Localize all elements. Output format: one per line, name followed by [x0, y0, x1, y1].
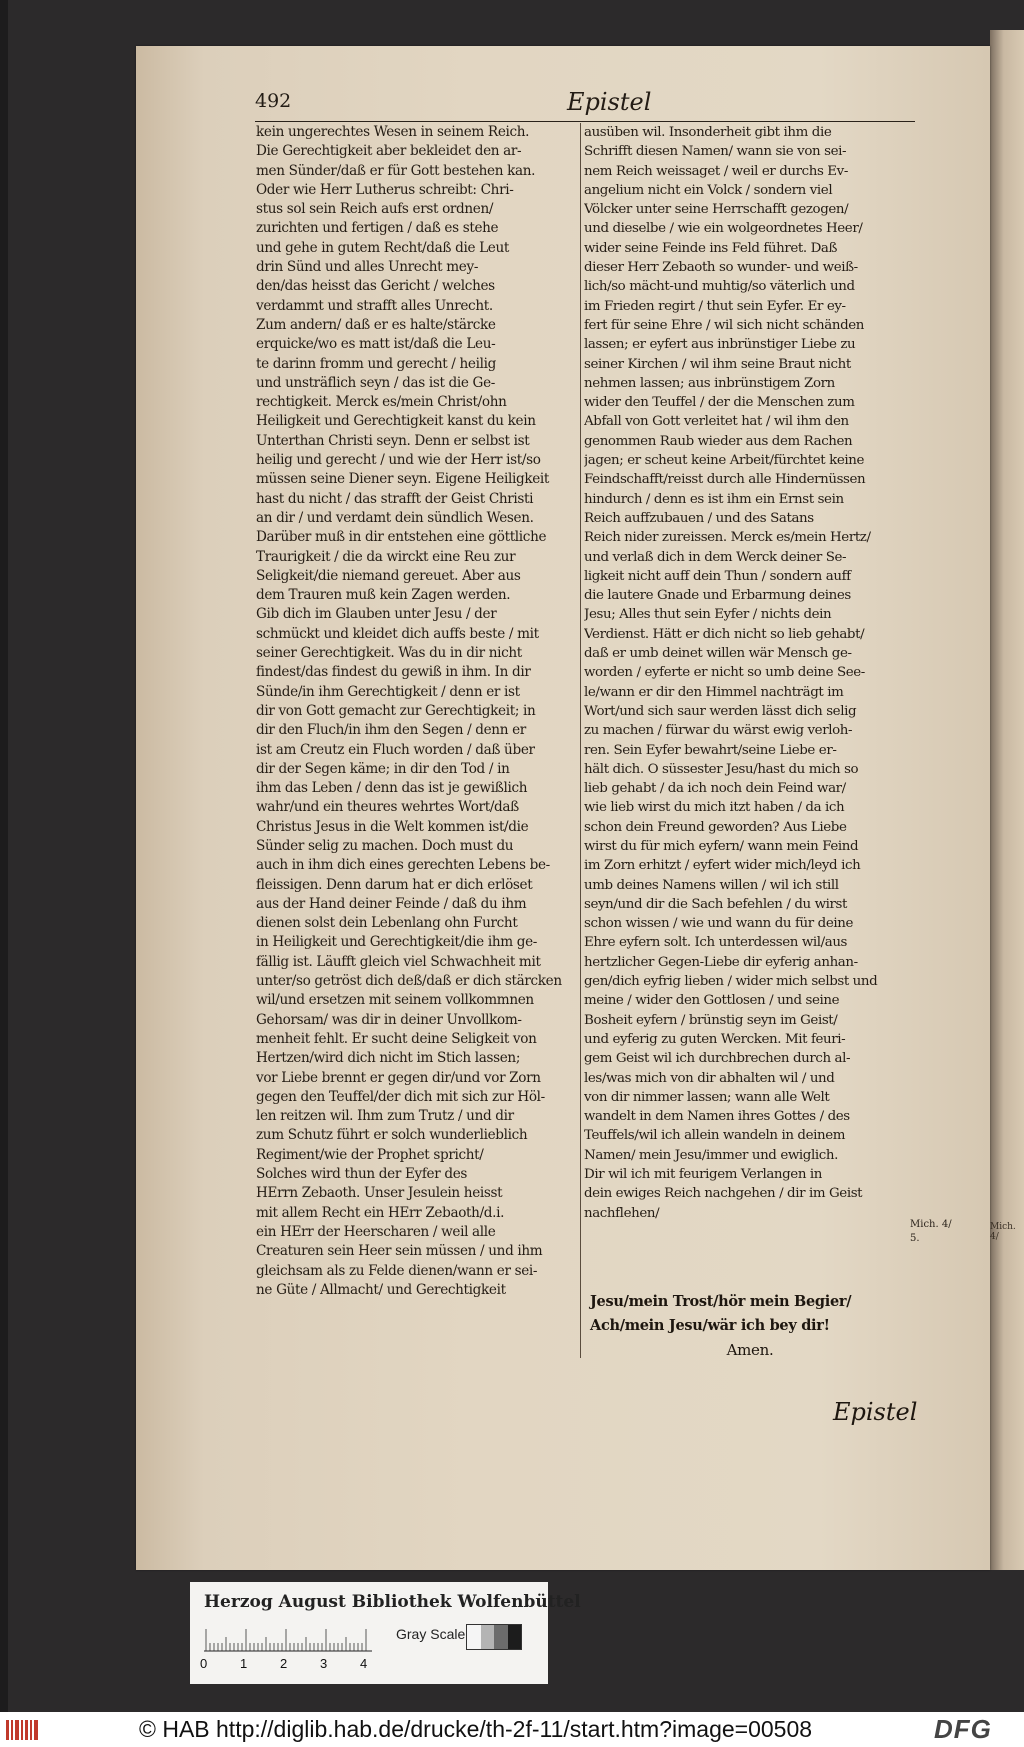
right_column-line: jagen; er scheut keine Arbeit/fürchtet keine — [584, 453, 864, 469]
left_column-line: verdammt und strafft alles Unrecht. — [256, 297, 493, 314]
right_column-line: die lautere Gnade und Erbarmung deines — [584, 588, 851, 604]
right_column-line: schon dein Freund geworden? Aus Liebe — [584, 819, 847, 835]
left_column-line: te darinn fromm und gerecht / heilig — [256, 355, 496, 372]
right_column-line: schon wissen / wie und wann du für deine — [584, 916, 853, 932]
left_column-line: den/das heisst das Gericht / welches — [256, 278, 495, 295]
left_column-line: wil/und ersetzen mit seinem vollkommnen — [256, 992, 534, 1009]
grayscale-label: Gray Scale — [396, 1626, 466, 1642]
footer-bar — [0, 1712, 1024, 1747]
left_column-line: Solches wird thun der Eyfer des — [256, 1166, 468, 1183]
margin-reference-verse: 5. — [910, 1233, 920, 1244]
right_column-line: umb deines Namens willen / wil ich still — [584, 877, 839, 893]
left_column-line: auch in ihm dich eines gerechten Lebens be- — [256, 857, 550, 874]
right_column-line: Bosheit eyfern / brünstig seyn im Geist/ — [584, 1012, 838, 1028]
left_column-line: hast du nicht / das strafft der Geist Christi — [256, 490, 534, 507]
left_column-line: fällig ist. Läufft gleich viel Schwachheit mit — [256, 953, 541, 970]
right_column-line: lieb gehabt / da ich noch dein Feind war/ — [584, 781, 846, 797]
right_column-line: Dir wil ich mit feurigem Verlangen in — [584, 1167, 823, 1183]
left_column-line: fleissigen. Denn darum hat er dich erlöset — [256, 876, 533, 893]
left_column-line: len reitzen wil. Ihm zum Trutz / und dir — [256, 1108, 514, 1125]
left_column-line: zurichten und fertigen / daß es stehe — [256, 220, 499, 237]
left_column-line: ist am Creutz ein Fluch worden / daß über — [256, 741, 535, 758]
ruler-label: 3 — [320, 1656, 328, 1671]
ruler-label: 2 — [280, 1656, 288, 1671]
left_column-line: Christus Jesus in die Welt kommen ist/die — [256, 818, 529, 835]
right_column-line: ren. Sein Eyfer bewahrt/seine Liebe er- — [584, 742, 837, 758]
left_column-line: Unterthan Christi seyn. Denn er selbst ist — [256, 432, 530, 449]
left_column-line: wahr/und ein theures wehrtes Wort/daß — [256, 799, 519, 816]
page-header — [255, 88, 915, 122]
ruler-label: 4 — [360, 1656, 368, 1671]
right_column-line: seyn/und dir die Sach befehlen / du wirst — [584, 896, 847, 912]
left_column-line: seiner Gerechtigkeit. Was du in dir nicht — [256, 645, 522, 662]
left_column-line: Sünder selig zu machen. Doch must du — [256, 837, 514, 854]
left_column-line: dir den Fluch/in ihm den Segen / denn er — [256, 722, 526, 739]
left_column-line: men Sünder/daß er für Gott bestehen kan. — [256, 162, 536, 179]
gray-swatch-cell — [481, 1625, 495, 1649]
right_column-line: les/was mich von dir abhalten wil / und — [584, 1070, 835, 1086]
right_column-line: hertzlicher Gegen-Liebe dir eyferig anhan- — [584, 954, 858, 970]
left_column-line: und unsträflich seyn / das ist die Ge- — [256, 374, 496, 391]
right_column-line: genommen Raub wieder aus dem Rachen — [584, 433, 853, 449]
left_column-line: dir von Gott gemacht zur Gerechtigkeit; in — [256, 702, 536, 719]
page-number: 492 — [255, 90, 292, 112]
right_column-line: im Frieden regirt / thut sein Eyfer. Er ey- — [584, 298, 846, 314]
margin-reference — [910, 1218, 952, 1246]
right_column-line: von dir nimmer lassen; wann alle Welt — [584, 1089, 830, 1105]
left_column-line: Seligkeit/die niemand gereuet. Aber aus — [256, 567, 521, 584]
source-link[interactable]: © HAB http://diglib.hab.de/drucke/th-2f-11/start.htm?image=00508 — [139, 1716, 813, 1742]
ruler-scale — [204, 1622, 372, 1652]
right_column-line: Schrifft diesen Namen/ wann sie von sei- — [584, 144, 847, 160]
left_column-line: ihm das Leben / denn das ist je gewißlich — [256, 780, 528, 797]
left_column-line: vor Liebe brennt er gegen dir/und vor Zorn — [256, 1069, 541, 1086]
left_column-line: menheit fehlt. Er sucht deine Seligkeit von — [256, 1030, 537, 1047]
left_column-line: kein ungerechtes Wesen in seinem Reich. — [256, 124, 530, 140]
left_column-line: zum Schutz führt er solch wunderlieblich — [256, 1127, 528, 1144]
left_column-line: Traurigkeit / die da wirckt eine Reu zur — [256, 548, 516, 565]
left_column-line: unter/so getröst dich deß/daß er dich stärcken — [256, 973, 562, 990]
left_column-line: gegen den Teuffel/der dich mit sich zur Höl- — [256, 1088, 545, 1105]
left_column-line: und gehe in gutem Recht/daß die Leut — [256, 239, 510, 256]
right_column-line: und eyferig zu guten Wercken. Mit feuri- — [584, 1031, 846, 1047]
scan-left-edge — [0, 0, 8, 1712]
left_column-line: gleichsam als zu Felde dienen/wann er sei- — [256, 1262, 538, 1279]
left_column-line: rechtigkeit. Merck es/mein Christ/ohn — [256, 394, 507, 411]
right_column-line: Völcker unter seine Herrschafft gezogen/ — [584, 202, 849, 218]
left_column-line: Die Gerechtigkeit aber bekleidet den ar- — [256, 143, 522, 160]
left_column-line: Sünde/in ihm Gerechtigkeit / denn er ist — [256, 683, 520, 700]
left_column-line: Regiment/wie der Prophet spricht/ — [256, 1146, 484, 1163]
left_column-line: müssen seine Diener seyn. Eigene Heiligkeit — [256, 471, 550, 488]
right_column-line: wirst du für mich eyfern/ wann mein Feind — [584, 838, 859, 854]
closing-line-2: Ach/mein Jesu/wär ich bey dir! — [590, 1317, 830, 1334]
library-color-card — [190, 1582, 581, 1684]
right_column-line: und verlaß dich in dem Werck deiner Se- — [584, 549, 847, 565]
text-column-left — [256, 123, 578, 1300]
left_column-line: Gehorsam/ was dir in deiner Unvollkom- — [256, 1011, 522, 1028]
left_column-line: drin Sünd und alles Unrecht mey- — [256, 259, 479, 276]
right_column-line: le/wann er dir den Himmel nachträgt im — [584, 684, 844, 700]
grayscale-swatch — [466, 1624, 522, 1650]
ruler-label: 1 — [240, 1656, 248, 1671]
library-name: Herzog August Bibliothek Wolfenbüttel — [204, 1592, 581, 1612]
running-head: Epistel — [567, 88, 652, 116]
right_column-line: meine / wider den Gottlosen / und seine — [584, 993, 840, 1009]
ruler-labels — [200, 1656, 390, 1674]
left_column-line: Zum andern/ daß er es halte/stärcke — [256, 316, 496, 333]
right_column-line: Reich nider zureissen. Merck es/mein Hertz/ — [584, 530, 871, 546]
left_column-line: HErrn Zebaoth. Unser Jesulein heisst — [256, 1185, 503, 1202]
right_column-line: wider den Teuffel / der die Menschen zum — [584, 395, 855, 411]
left_column-line: stus sol sein Reich aufs erst ordnen/ — [256, 201, 494, 218]
right_column-line: dieser Herr Zebaoth so wunder- und weiß- — [584, 260, 858, 276]
left_column-line: aus der Hand deiner Feinde / daß du ihm — [256, 895, 527, 912]
left_column-line: Gib dich im Glauben unter Jesu / der — [256, 606, 497, 623]
right_column-line: ausüben wil. Insonderheit gibt ihm die — [584, 125, 832, 140]
closing-amen: Amen. — [726, 1341, 774, 1359]
column-divider — [580, 123, 581, 1358]
right_column-line: und dieselbe / wie ein wolgeordnetes Heer/ — [584, 221, 863, 237]
right_column-line: lassen; er eyfert aus inbrünstiger Liebe zu — [584, 337, 856, 353]
catchword: Epistel — [833, 1398, 918, 1426]
right_column-line: nem Reich weissaget / weil er durchs Ev- — [584, 163, 848, 179]
left_column-line: erquicke/wo es matt ist/daß die Leu- — [256, 336, 496, 353]
right_column-line: lich/so mächt-und muhtig/so väterlich und — [584, 279, 855, 295]
left_column-line: ein HErr der Heerscharen / weil alle — [256, 1223, 496, 1240]
right_column-line: Teuffels/wil ich allein wandeln in deinem — [584, 1128, 846, 1144]
next-page-margin-note: Mich. 4/ — [990, 1222, 1016, 1242]
right_column-line: hindurch / denn es ist ihm ein Ernst sein — [584, 491, 844, 507]
right_column-line: im Zorn erhitzt / eyfert wider mich/leyd ich — [584, 858, 861, 874]
right_column-line: zu machen / fürwar du wärst ewig verloh- — [584, 723, 853, 739]
margin-reference-text: Mich. 4/ — [910, 1219, 952, 1230]
hab-barcode-logo-icon — [6, 1718, 40, 1742]
right_column-line: nachflehen/ — [584, 1205, 660, 1221]
closing-verse — [590, 1290, 910, 1362]
right_column-line: daß er umb deinet willen wär Mensch ge- — [584, 646, 852, 662]
left_column-line: ne Güte / Allmacht/ und Gerechtigkeit — [256, 1281, 506, 1298]
gray-swatch-cell — [494, 1625, 508, 1649]
right_column-line: wandelt in dem Namen ihres Gottes / des — [584, 1109, 850, 1125]
right_column-line: gem Geist wil ich durchbrechen durch al- — [584, 1051, 851, 1067]
right_column-line: Wort/und sich saur werden lässt dich selig — [584, 703, 857, 719]
right_column-line: wider seine Feinde ins Feld führet. Daß — [584, 240, 838, 256]
right_column-line: Ehre eyfern solt. Ich unterdessen wil/aus — [584, 935, 848, 951]
right_column-line: worden / eyferte er nicht so umb deine See- — [584, 665, 865, 681]
right_column-line: Reich auffzubauen / und des Satans — [584, 510, 814, 526]
left_column-line: Hertzen/wird dich nicht im Stich lassen; — [256, 1050, 521, 1067]
right_column-line: gen/dich eyfrig lieben / wider mich selbst und — [584, 974, 878, 990]
right_column-line: seiner Kirchen / wil ihm seine Braut nicht — [584, 356, 851, 372]
text-column-right — [584, 123, 916, 1223]
gray-swatch-cell — [467, 1625, 481, 1649]
right_column-line: ligkeit nicht auff dein Thun / sondern auff — [584, 568, 851, 584]
left_column-line: dienen solst dein Lebenlang ohn Furcht — [256, 915, 518, 932]
right_column-line: Namen/ mein Jesu/immer und ewiglich. — [584, 1147, 838, 1163]
left_column-line: dem Trauren muß kein Zagen werden. — [256, 587, 511, 604]
left_column-line: schmückt und kleidet dich auffs beste / mit — [256, 625, 539, 642]
right_column-line: Verdienst. Hätt er dich nicht so lieb gehabt/ — [584, 626, 865, 642]
ruler-label: 0 — [200, 1656, 208, 1671]
left_column-line: mit allem Recht ein HErr Zebaoth/d.i. — [256, 1204, 505, 1221]
right_column-line: fert für seine Ehre / wil sich nicht schänden — [584, 317, 865, 333]
next-page-edge — [990, 30, 1024, 1570]
left_column-line: findest/das findest du gewiß in ihm. In dir — [256, 664, 531, 681]
left_column-line: Darüber muß in dir entstehen eine göttliche — [256, 529, 547, 546]
dfg-logo: DFG — [934, 1714, 992, 1744]
gray-swatch-cell — [508, 1625, 522, 1649]
right_column-line: wie lieb wirst du mich itzt haben / da ich — [584, 800, 845, 816]
right_column-line: dein ewiges Reich nachgehen / dir im Geist — [584, 1186, 863, 1202]
right_column-line: Abfall von Gott verleitet hat / wil ihm den — [584, 414, 849, 430]
right_column-line: Feindschafft/reisst durch alle Hindernüssen — [584, 472, 866, 488]
left_column-line: Oder wie Herr Lutherus schreibt: Chri- — [256, 181, 514, 198]
left_column-line: heilig und gerecht / und wie der Herr ist/so — [256, 452, 541, 469]
right_column-line: angelium nicht ein Volck / sondern viel — [584, 182, 833, 198]
left_column-line: an dir / und verdamt dein sündlich Wesen. — [256, 509, 534, 526]
left_column-line: in Heiligkeit und Gerechtigkeit/die ihm ge- — [256, 934, 538, 951]
left_column-line: dir der Segen käme; in dir den Tod / in — [256, 760, 510, 777]
right_column-line: nehmen lassen; aus inbrünstigem Zorn — [584, 375, 835, 391]
right_column-line: Jesu; Alles thut sein Eyfer / nichts dein — [584, 607, 832, 623]
right_column-line: hält dich. O süssester Jesu/hast du mich so — [584, 761, 859, 777]
left_column-line: Heiligkeit und Gerechtigkeit kanst du kein — [256, 413, 536, 430]
closing-line-1: Jesu/mein Trost/hör mein Begier/ — [590, 1293, 852, 1310]
left_column-line: Creaturen sein Heer sein müssen / und ihm — [256, 1243, 543, 1260]
